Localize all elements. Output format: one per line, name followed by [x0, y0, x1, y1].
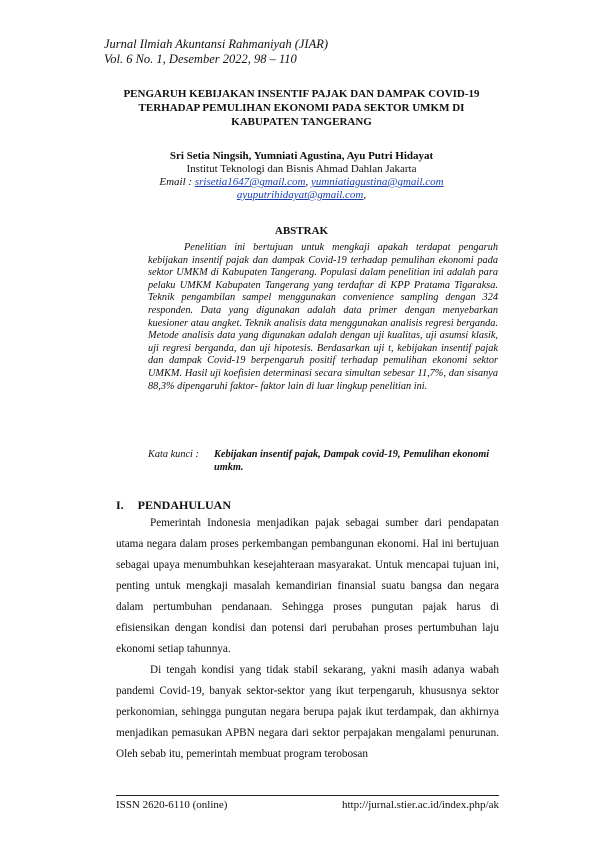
section-title: PENDAHULUAN [137, 498, 232, 512]
keywords-value: Kebijakan insentif pajak, Dampak covid-19, Pemulihan ekonomi umkm. [214, 449, 490, 473]
footer-issn: ISSN 2620-6110 (online) [116, 799, 228, 811]
volume-info: Vol. 6 No. 1, Desember 2022, 98 – 110 [104, 52, 297, 66]
paragraph-1: Pemerintah Indonesia menjadikan pajak sebagai sumber dari pendapatan utama negara dalam proses perkembangan pembangunan ekonomi. Hal ini bertujuan sebagai upaya menumbuhkan kesejahteraan masyarakat. Untuk mencapai tujuan ini, penting untuk mengkaji masalah kemandirian finansial suatu bangsa dan negara dalam pertumbuhan pendanaan. Sehingga proses pungutan pajak harus di efisiensikan dengan kondisi dan potensi dari perubahan proses pertumbuhan laju ekonomi setiap tahunnya. [116, 517, 499, 655]
keywords-label: Kata kunci : [148, 449, 199, 460]
institution: Institut Teknologi dan Bisnis Ahmad Dahlan Jakarta [186, 163, 417, 175]
email-link-3[interactable]: ayuputrihidayat@gmail.com [236, 189, 364, 201]
email-line-2: ayuputrihidayat@gmail.com, [236, 189, 367, 201]
author-block [104, 150, 499, 202]
paper-title: PENGARUH KEBIJAKAN INSENTIF PAJAK DAN DAMPAK COVID-19 TERHADAP PEMULIHAN EKONOMI PADA SEKTOR UMKM DI KABUPATEN TANGERANG [123, 88, 480, 128]
journal-header [104, 37, 328, 67]
footer-url[interactable]: http://jurnal.stier.ac.id/index.php/ak [341, 799, 499, 811]
keywords [148, 449, 498, 474]
email-link-1[interactable]: srisetia1647@gmail.com [194, 176, 306, 188]
paragraph-2: Di tengah kondisi yang tidak stabil sekarang, yakni masih adanya wabah pandemi Covid-19, banyak sektor-sektor yang ikut terpengaruh, khususnya sektor perkonomian, sehingga pungutan negara berupa pajak ikut terdampak, dan akhirnya menjadikan pemasukan APBN negara dari sektor perpajakan mengalami penurunan. Oleh sebab itu, pemerintah membuat program terobosan [116, 664, 499, 760]
journal-name: Jurnal Ilmiah Akuntansi Rahmaniyah (JIAR) [104, 37, 329, 51]
footer-divider [116, 795, 499, 796]
email-line: Email : srisetia1647@gmail.com, yumniatiagustina@gmail.com [159, 176, 444, 188]
section-number: I. [116, 498, 124, 512]
author-names: Sri Setia Ningsih, Yumniati Agustina, Ayu Putri Hidayat [169, 150, 434, 162]
email-label: Email : [159, 176, 195, 188]
email-link-2[interactable]: yumniatiagustina@gmail.com [310, 176, 444, 188]
section-heading [116, 498, 231, 513]
abstract-text: Penelitian ini bertujuan untuk mengkaji apakah terdapat pengaruh kebijakan insentif pajak dan dampak Covid-19 terhadap pemulihan ekonomi pada sektor UMKM di Kabupaten Tangerang. Populasi dalam penelitian ini adalah para pelaku UMKM Kabupaten Tangerang yang terdaftar di KPP Pratama Tigaraksa. Teknik pengambilan sampel menggunakan convenience sampling dengan 324 responden. Data yang digunakan adalah data primer dengan menyebarkan kuesioner atau angket. Teknik analisis data menggunakan analisis regresi berganda. Metode analisis data yang digunakan adalah dengan uji kualitas, uji asumsi klasik, uji regresi berganda, dan uji hipotesis. Berdasarkan uji t, kebijakan insentif pajak dan dampak Covid-19 berpengaruh positif terhadap pemulihan ekonomi sektor UMKM. Hasil uji koefisien determinasi secara simultan sebesar 11,7%, dan sisanya 88,3% dipengaruhi faktor- faktor lain di luar lingkup penelitian ini. [148, 242, 498, 392]
abstract-heading: ABSTRAK [274, 225, 329, 237]
